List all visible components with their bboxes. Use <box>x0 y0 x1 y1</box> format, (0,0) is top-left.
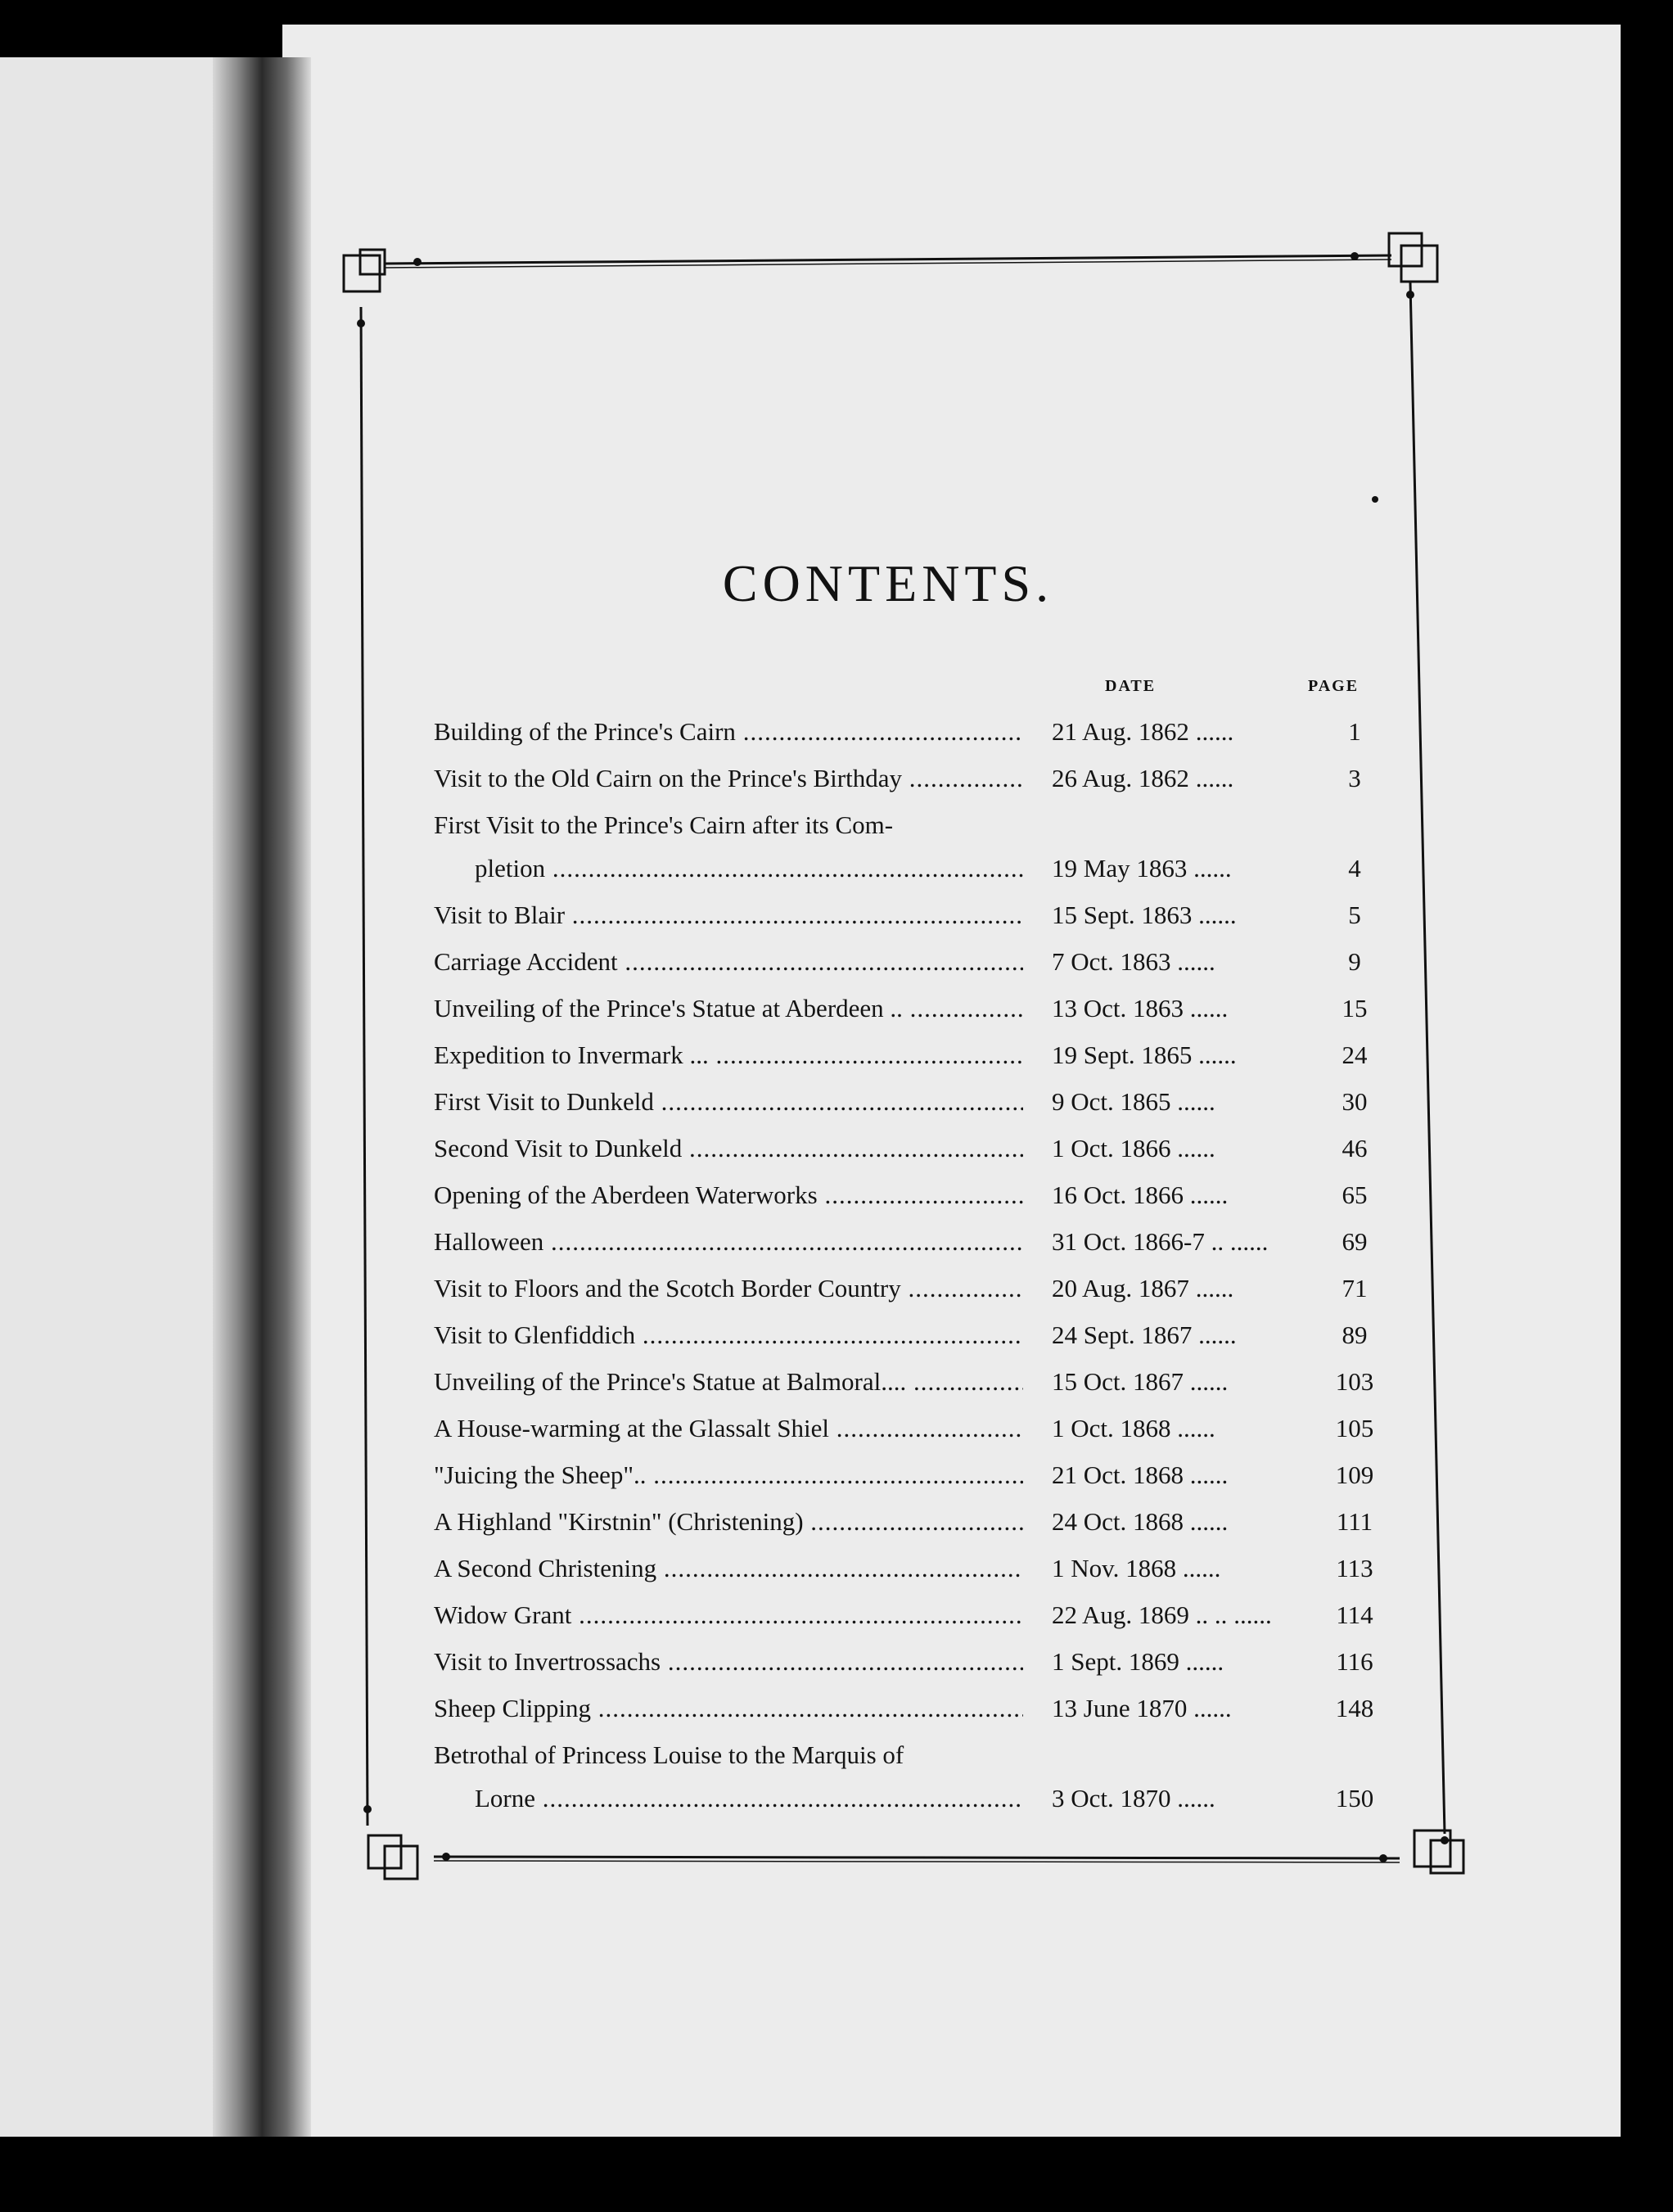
entry-date: 1 Oct. 1866 <box>1052 1134 1171 1162</box>
date-leader-dots <box>1184 1507 1228 1536</box>
entry-title: Second Visit to Dunkeld ..... <box>434 1125 1023 1171</box>
date-leader-dots <box>1184 1460 1228 1489</box>
entry-title: Sheep Clipping ..... <box>434 1685 1023 1731</box>
entry-title: Visit to Blair ..... <box>434 892 1023 938</box>
entry-title: Carriage Accident ..... <box>434 938 1023 985</box>
entry-page-number: 114 <box>1336 1600 1373 1629</box>
contents-entry <box>434 1078 1383 1125</box>
date-leader-dots <box>1189 717 1233 746</box>
entry-date: 1 Sept. 1869 <box>1052 1647 1179 1676</box>
contents-entry <box>434 1545 1383 1591</box>
contents-entry <box>434 892 1383 938</box>
entry-date: 15 Sept. 1863 <box>1052 901 1193 929</box>
entry-date: 21 Aug. 1862 <box>1052 717 1189 746</box>
entry-date: 24 Oct. 1868 <box>1052 1507 1184 1536</box>
entry-page-number: 9 <box>1348 947 1361 976</box>
contents-entry <box>434 1125 1383 1171</box>
entry-page-number: 148 <box>1335 1694 1374 1722</box>
contents-entry <box>434 1405 1383 1451</box>
contents-entry <box>434 1638 1383 1685</box>
entry-title: First Visit to Dunkeld ..... <box>434 1078 1023 1125</box>
contents-entry <box>434 1731 1383 1822</box>
entry-title: First Visit to the Prince's Cairn after its Com- <box>434 810 894 839</box>
entry-date: 20 Aug. 1867 <box>1052 1274 1189 1302</box>
entry-title: A Highland "Kirstnin" (Christening) ..... <box>434 1498 1023 1545</box>
contents-entry <box>434 1358 1383 1405</box>
date-leader-dots <box>1176 1554 1220 1582</box>
date-leader-dots <box>1171 1134 1215 1162</box>
date-column-header: DATE <box>1105 677 1157 695</box>
date-leader-dots <box>1187 1694 1231 1722</box>
date-leader-dots <box>1184 1180 1228 1209</box>
entry-date: 19 Sept. 1865 <box>1052 1041 1193 1069</box>
date-leader-dots <box>1184 1367 1228 1396</box>
entry-title: Widow Grant ..... <box>434 1591 1023 1638</box>
entry-page-number: 1 <box>1348 717 1361 746</box>
entry-date: 16 Oct. 1866 <box>1052 1180 1184 1209</box>
entry-page-number: 4 <box>1348 854 1361 883</box>
entry-title: Visit to Glenfiddich ..... <box>434 1311 1023 1358</box>
date-leader-dots <box>1192 1320 1236 1349</box>
date-leader-dots <box>1224 1227 1268 1256</box>
entry-page-number: 103 <box>1335 1367 1374 1396</box>
entry-page-number: 111 <box>1336 1507 1373 1536</box>
entry-page-number: 3 <box>1348 764 1361 792</box>
entry-title: Betrothal of Princess Louise to the Marquis of <box>434 1740 904 1769</box>
date-leader-dots <box>1189 1274 1233 1302</box>
entry-page-number: 89 <box>1342 1320 1368 1349</box>
date-leader-dots <box>1184 994 1228 1022</box>
contents-entry <box>434 938 1383 985</box>
entry-page-number: 15 <box>1342 994 1368 1022</box>
entry-title: Halloween ..... <box>434 1218 1023 1265</box>
contents-entry <box>434 1171 1383 1218</box>
entry-title: Building of the Prince's Cairn ..... <box>434 708 1023 755</box>
entry-title: A Second Christening ..... <box>434 1545 1023 1591</box>
entry-page-number: 150 <box>1335 1784 1374 1812</box>
contents-entry <box>434 985 1383 1032</box>
entry-date: 7 Oct. 1863 <box>1052 947 1171 976</box>
date-leader-dots <box>1189 764 1233 792</box>
entry-date: 1 Oct. 1868 <box>1052 1414 1171 1442</box>
contents-entry <box>434 801 1383 892</box>
entry-title: Visit to Invertrossachs ..... <box>434 1638 1023 1685</box>
date-leader-dots <box>1192 1041 1236 1069</box>
entry-page-number: 109 <box>1335 1460 1374 1489</box>
entry-page-number: 30 <box>1342 1087 1368 1116</box>
entry-page-number: 71 <box>1342 1274 1368 1302</box>
entry-title-continuation: Lorne ..... <box>475 1775 1023 1822</box>
entry-date: 26 Aug. 1862 <box>1052 764 1189 792</box>
date-leader-dots <box>1179 1647 1224 1676</box>
entry-date: 24 Sept. 1867 <box>1052 1320 1193 1349</box>
contents-entry <box>434 1685 1383 1731</box>
entry-date: 15 Oct. 1867 <box>1052 1367 1184 1396</box>
entry-title: Unveiling of the Prince's Statue at Balmoral.... ..... <box>434 1358 1023 1405</box>
contents-entry <box>434 1451 1383 1498</box>
entry-title: Expedition to Invermark ... ..... <box>434 1032 1023 1078</box>
entry-title: "Juicing the Sheep".. ..... <box>434 1451 1023 1498</box>
date-leader-dots <box>1171 1414 1215 1442</box>
entry-title: Visit to Floors and the Scotch Border Country ..... <box>434 1265 1023 1311</box>
contents-entry <box>434 1311 1383 1358</box>
page-title: CONTENTS. <box>722 554 1054 612</box>
entry-title: Unveiling of the Prince's Statue at Aberdeen .. ..... <box>434 985 1023 1032</box>
entry-date: 21 Oct. 1868 <box>1052 1460 1184 1489</box>
contents-entry <box>434 708 1383 755</box>
entry-page-number: 5 <box>1348 901 1361 929</box>
contents-entry <box>434 1591 1383 1638</box>
entry-page-number: 113 <box>1336 1554 1373 1582</box>
entry-title: A House-warming at the Glassalt Shiel ..... <box>434 1405 1023 1451</box>
entry-page-number: 116 <box>1336 1647 1373 1676</box>
entry-date: 22 Aug. 1869 .. .. <box>1052 1600 1228 1629</box>
page-column-header: PAGE <box>1308 677 1360 695</box>
entry-date: 19 May 1863 <box>1052 854 1188 883</box>
date-leader-dots <box>1171 947 1215 976</box>
entry-date: 13 Oct. 1863 <box>1052 994 1184 1022</box>
contents-entry <box>434 1498 1383 1545</box>
contents-entry <box>434 1265 1383 1311</box>
entry-title: Opening of the Aberdeen Waterworks ..... <box>434 1171 1023 1218</box>
entry-date: 3 Oct. 1870 <box>1052 1784 1171 1812</box>
entry-page-number: 105 <box>1335 1414 1374 1442</box>
entry-date: 1 Nov. 1868 <box>1052 1554 1177 1582</box>
entry-page-number: 65 <box>1342 1180 1368 1209</box>
contents-entry <box>434 755 1383 801</box>
date-leader-dots <box>1187 854 1231 883</box>
contents-entry <box>434 1032 1383 1078</box>
contents-list <box>434 708 1383 1822</box>
entry-title-continuation: pletion ..... <box>475 845 1023 892</box>
entry-date: 31 Oct. 1866-7 .. <box>1052 1227 1224 1256</box>
date-leader-dots <box>1192 901 1236 929</box>
entry-date: 13 June 1870 <box>1052 1694 1188 1722</box>
entry-page-number: 24 <box>1342 1041 1368 1069</box>
date-leader-dots <box>1227 1600 1271 1629</box>
entry-page-number: 69 <box>1342 1227 1368 1256</box>
date-leader-dots <box>1171 1087 1215 1116</box>
entry-date: 9 Oct. 1865 <box>1052 1087 1171 1116</box>
contents-entry <box>434 1218 1383 1265</box>
entry-page-number: 46 <box>1342 1134 1368 1162</box>
entry-title: Visit to the Old Cairn on the Prince's Birthday ..... <box>434 755 1023 801</box>
date-leader-dots <box>1171 1784 1215 1812</box>
